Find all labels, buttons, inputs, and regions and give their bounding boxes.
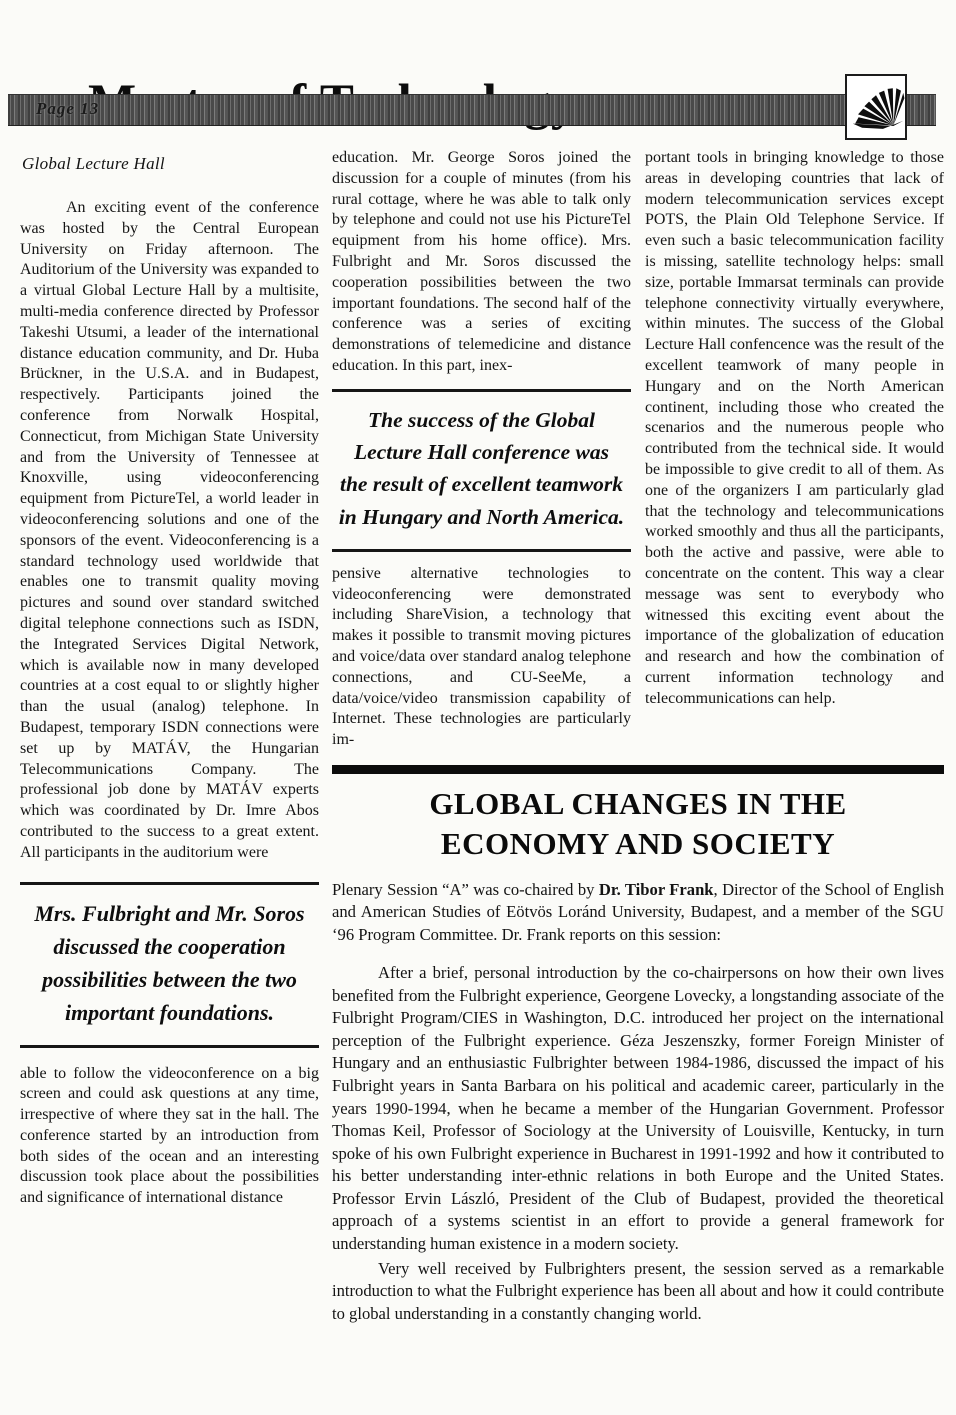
page-header-bar	[8, 94, 936, 125]
section-kicker: Global Lecture Hall	[22, 154, 165, 173]
paragraph-middle-2: pensive alternative technologies to videoconferencing were demonstrated including ShareVision, a technology that makes it possible to transmit moving pictures and voice/data over standard analog telephone connections, and CU-SeeMe, a data/voice/video transmission capability of Internet. These technologies are particularly im-	[332, 564, 631, 749]
paragraph-right-1: portant tools in bringing knowledge to those areas in developing countries that lack of modern telecommunication services except POTS, the Plain Old Telephone Service. If even such a basic telecommunication facility is missing, satellite technology helps: small size, portable Immarsat terminals can provide telephone connectivity virtually everywhere, within minutes. The success of the Global Lecture Hall confencence was the result of the excellent teamwork of many people in Hungary and on the North American continent, including those who created the scenarios and the numerous people who contributed from the technical side. It would be impossible to give credit to all of them. As one of the organizers I am particularly glad that the technology and telecommunications worked smoothly and thus all the participants, both the active and passive, were able to concentrate on the content. This way a clear message was sent to everybody who witnessed this exciting event about the importance of the globalization of education and research and how the combination of current information technology and telecommunications can help.	[645, 149, 944, 707]
open-book-fan-icon	[847, 78, 905, 138]
newsletter-logo	[845, 74, 907, 140]
section-title	[332, 784, 944, 865]
right-area	[332, 148, 944, 1325]
column-middle	[332, 148, 631, 751]
section-global-changes	[332, 765, 944, 1325]
paragraph-middle-1: education. Mr. George Soros joined the discussion for a couple of minutes (from his rural cottage, where he was able to talk only by telephone and could not use his PictureTel equipment from his home office). Mrs. Fulbright and Mr. Soros discussed the cooperation possibilities between the two important foundations. The second half of the conference was a series of exciting demonstrations of telemedicine and distance education. In this part, inex-	[332, 149, 631, 374]
section-paragraph-2: Very well received by Fulbrighters present, the session served as a remarkable introduction to what the Fulbright experience has been all about and how it could contribute to global understanding in a constantly changing world.	[332, 1258, 944, 1323]
page-number-label: Page 13	[36, 99, 100, 118]
section-title-line1: GLOBAL CHANGES IN THE	[429, 785, 847, 821]
section-divider-bar	[332, 765, 944, 774]
column-left	[20, 148, 319, 1325]
pull-quote-fulbright-soros: Mrs. Fulbright and Mr. Soros discussed the cooperation possibilities between the two important foundations.	[20, 882, 319, 1048]
lede-text-start: Plenary Session “A” was co-chaired by	[332, 879, 599, 899]
section-paragraph-1: After a brief, personal introduction by the co-chairpersons on how their own lives benefited from the Fulbright experience, Georgene Lovecky, a longstanding associate of the Fulbright Program/CIES in Washington, D.C. introduced her project on the international perception of the Fulbright experience. Géza Jeszenszky, former Foreign Minister of Hungary and an enthusiastic Fulbrighter between 1984-1986, discussed the impact of his Fulbright years in Santa Barbara on his political and academic career, particularly in the years 1990-1994, when he became a member of the Hungarian Government. Professor Thomas Keil, Professor of Sociology at the University of Louisville, Kentucky, in turn spoke of his own Fulbright experience in Bucharest in 1991-1992 and how it contributed to his better understanding inter-ethnic relations in both Europe and the United States. Professor Ervin László, President of the Club of Budapest, provided the theoretical approach of a systems scientist in an effort to provide a general framework for understanding human existence in a modern society.	[332, 963, 944, 1253]
article-body	[0, 132, 956, 1325]
lede-text-end: , Director of the School of English and American Studies of Eötvös Loránd University, Budapest, and a member of the SGU ‘96 Program Committee. Dr. Frank reports on this session:	[332, 879, 944, 944]
lede-bold-name: Dr. Tibor Frank	[598, 879, 714, 899]
pull-quote-teamwork: The success of the Global Lecture Hall conference was the result of excellent teamwork in Hungary and North America.	[332, 389, 631, 552]
section-title-line2: ECONOMY AND SOCIETY	[440, 826, 836, 862]
paragraph-left-2: able to follow the videoconference on a big screen and could ask questions at any time, irrespective of where they sat in the hall. The conference started by an introduction from both sides of the ocean and an interesting discussion took place about the possibilities and significance of international distance	[20, 1064, 319, 1207]
columns-middle-right	[332, 148, 944, 751]
section-lede	[332, 879, 944, 947]
column-right	[645, 148, 944, 751]
paragraph-left-1: An exciting event of the conference was hosted by the Central European University on Friday afternoon. The Auditorium of the University was expanded to a virtual Global Lecture Hall by a multisite, multi-media conference directed by Professor Takeshi Utsumi, a leader of the international distance education community, and Dr. Huba Brückner, in the U.S.A. and in Budapest, respectively. Participants joined the conference from Norwalk Hospital, Connecticut, from Michigan State University and from the University of Tennessee at Knoxville, using videoconferencing equipment from PictureTel, a world leader in videoconferencing solutions and one of the sponsors of the event. Videoconferencing is a standard technology used worldwide that enables one to transmit quality moving pictures and sound over standard switched digital telephone connections such as ISDN, the Integrated Services Digital Network, which is available now in many developed countries at a cost equal to or slightly higher than the usual (analog) telephone. In Budapest, temporary ISDN connections were set up by MATÁV, the Hungarian Telecommunications Company. The professional job done by MATÁV experts which was coordinated by Dr. Imre Abos contributed to the success to a great extent. All participants in the auditorium were	[20, 199, 319, 861]
